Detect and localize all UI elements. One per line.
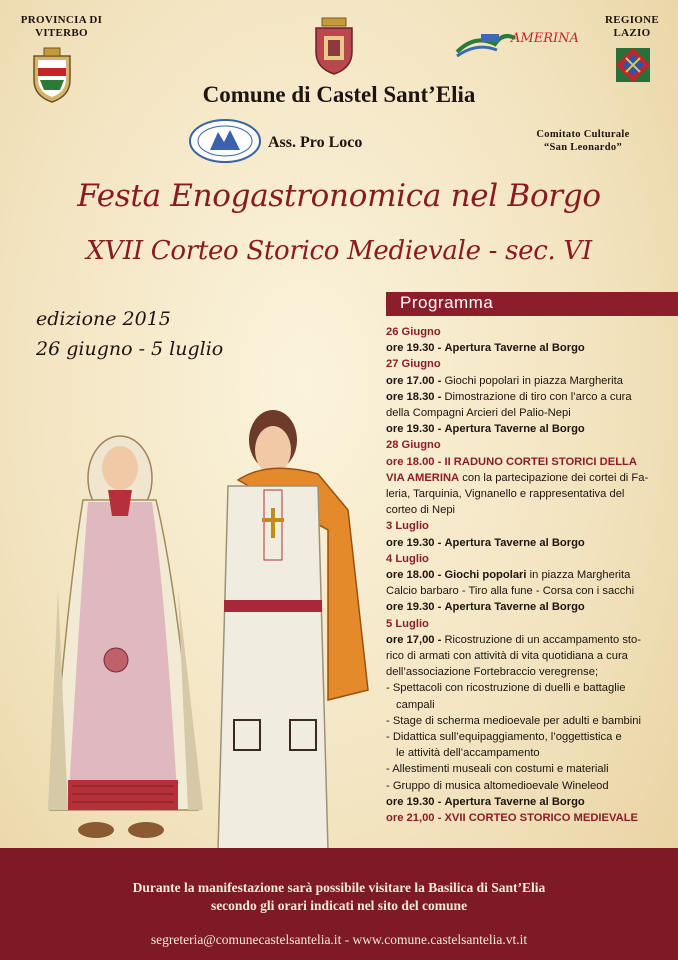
- proloco-label: Ass. Pro Loco: [268, 134, 363, 151]
- program-text-line: VIA AMERINA con la partecipazione dei cortei di Fa-: [386, 471, 649, 484]
- program-day: 5 Luglio: [386, 617, 429, 630]
- contact-info: segreteria@comunecastelsantelia.it - www.comune.castelsantelia.vt.it: [150, 932, 528, 947]
- program-text-line: corteo di Nepi: [386, 504, 456, 517]
- program-event: ore 17,00 - Ricostruzione di un accampamento sto-: [386, 633, 641, 646]
- medieval-figures-illustration: [28, 390, 378, 890]
- program-day: 3 Luglio: [386, 520, 429, 533]
- sub-title: XVII Corteo Storico Medievale - sec. VI: [86, 236, 592, 266]
- programma-heading: Programma: [400, 293, 494, 312]
- dates-label: 26 giugno - 5 luglio: [36, 338, 224, 360]
- program-day: 26 Giugno: [386, 326, 441, 338]
- program-event: ore 17.00 - Giochi popolari in piazza Margherita: [386, 374, 623, 387]
- comune-crest-icon: [312, 16, 356, 76]
- svg-text:AMERINA: AMERINA: [511, 31, 579, 46]
- provincia-label: PROVINCIA DI VITERBO: [20, 14, 103, 39]
- program-list: [386, 324, 666, 826]
- program-text-line: - Didattica sull’equipaggiamento, l’oggettistica e: [386, 731, 622, 744]
- program-text-line: dell’associazione Fortebraccio veregrense;: [386, 666, 599, 679]
- program-text-line: - Gruppo di musica altomedioevale Wineleod: [386, 779, 609, 792]
- program-text-line: le attività dell’accampamento: [396, 747, 540, 760]
- program-day: 4 Luglio: [386, 552, 429, 565]
- program-text-line: della Compagni Arcieri del Palio-Nepi: [386, 407, 571, 420]
- program-text-line: rico di armati con attività di vita quotidiana a cura: [386, 650, 628, 663]
- proloco-seal-icon: [188, 118, 262, 164]
- amerina-logo-icon: [455, 22, 579, 60]
- footer-note-line1: Durante la manifestazione sarà possibile visitare la Basilica di Sant’Elia: [132, 880, 546, 895]
- edition-label: edizione 2015: [36, 308, 171, 330]
- program-text-line: Calcio barbaro - Tiro alla fune - Corsa con i sacchi: [386, 585, 635, 598]
- comune-title: Comune di Castel Sant’Elia: [202, 82, 476, 107]
- regione-lazio-logo-icon: [614, 46, 652, 84]
- program-event-highlight: ore 21,00 - XVII CORTEO STORICO MEDIEVALE: [386, 812, 638, 825]
- program-event: ore 19.30 - Apertura Taverne al Borgo: [386, 795, 585, 808]
- program-event: ore 19.30 - Apertura Taverne al Borgo: [386, 536, 585, 549]
- program-text-line: - Allestimenti museali con costumi e materiali: [386, 763, 609, 776]
- program-event: ore 18.00 - Giochi popolari in piazza Margherita: [386, 569, 631, 582]
- regione-label: REGIONE LAZIO: [604, 14, 660, 39]
- comitato-line2: “San Leonardo”: [543, 142, 622, 153]
- program-text-line: leria, Tarquinia, Vignanello e rappresentativa del: [386, 488, 625, 501]
- program-text-line: campali: [396, 698, 435, 711]
- footer-note-line2: secondo gli orari indicati nel sito del comune: [210, 898, 468, 913]
- main-title: Festa Enogastronomica nel Borgo: [77, 178, 601, 214]
- comitato-line1: Comitato Culturale: [536, 129, 630, 140]
- program-text-line: - Spettacoli con ricostruzione di duelli e battaglie: [386, 682, 626, 695]
- program-day: 28 Giugno: [386, 439, 441, 452]
- woman-figure: [48, 436, 203, 838]
- program-event-highlight: ore 18.00 - II RADUNO CORTEI STORICI DELLA: [386, 455, 637, 468]
- program-event: ore 19.30 - Apertura Taverne al Borgo: [386, 601, 585, 614]
- man-figure: [218, 410, 368, 880]
- program-day: 27 Giugno: [386, 358, 441, 371]
- comitato-label: [498, 128, 668, 154]
- program-event: ore 19.30 - Apertura Taverne al Borgo: [386, 342, 585, 355]
- program-event: ore 18.30 - Dimostrazione di tiro con l’arco a cura: [386, 390, 632, 403]
- program-text-line: - Stage di scherma medioevale per adulti e bambini: [386, 714, 641, 727]
- program-event: ore 19.30 - Apertura Taverne al Borgo: [386, 423, 585, 436]
